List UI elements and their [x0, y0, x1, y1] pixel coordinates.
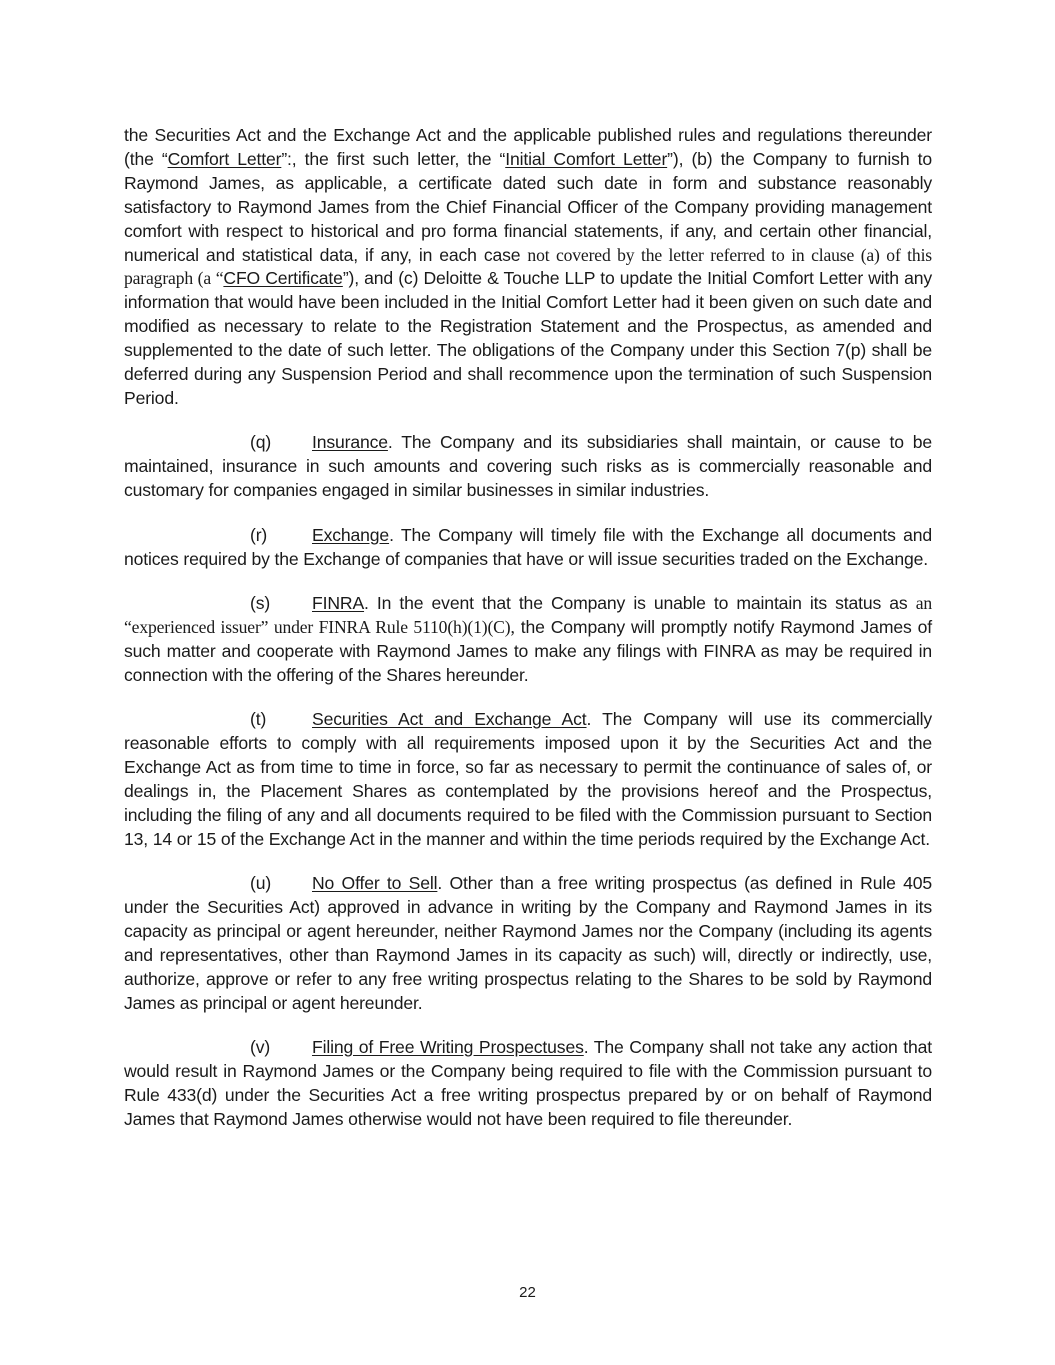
- page-number: 22: [519, 1284, 536, 1301]
- section-heading-no-offer-to-sell: No Offer to Sell: [312, 872, 438, 893]
- paragraph-q: (q) Insurance. The Company and its subsidiaries shall maintain, or cause to be maintained, insurance in such amounts and covering such risks as is commercially reasonable and customary for companies engaged in similar businesses in similar industries.: [124, 432, 932, 501]
- paragraph-v: (v) Filing of Free Writing Prospectuses. The Company shall not take any action that would result in Raymond James or the Company being required to file with the Commission pursuant to Rule 433(d) under the Securities Act a free writing prospectus prepared by or on behalf of Raymond James that Raymond James otherwise would not have been required to file thereunder.: [124, 1036, 933, 1129]
- term-initial-comfort-letter: Initial Comfort Letter: [505, 148, 668, 169]
- section-label-s: (s): [250, 592, 271, 613]
- term-comfort-letter: Comfort Letter: [167, 148, 282, 169]
- paragraph-t: (t) Securities Act and Exchange Act. The Company will use its commercially reasonable efforts to comply with all requirements imposed upon it by the Securities Act and the Exchange Act as from time to time in force, so far as necessary to permit the continuance of sales of, or dealings in, the Placement Shares as contemplated by the provisions hereof and the Prospectus, including the filing of any and all documents required to be filed with the Commission pursuant to Section 13, 14 or 15 of the Exchange Act in the manner and within the time periods required by the Exchange Act.: [124, 709, 932, 849]
- paragraph-r: (r) Exchange. The Company will timely file with the Exchange all documents and notices required by the Exchange of companies that have or will issue securities traded on the Exchange.: [124, 524, 932, 569]
- section-heading-finra: FINRA: [312, 592, 365, 613]
- term-cfo-certificate: CFO Certificate: [223, 268, 343, 289]
- document-page: [124, 124, 932, 1132]
- section-label-v: (v): [250, 1036, 271, 1057]
- section-heading-insurance: Insurance: [312, 432, 388, 453]
- paragraph-p-continuation: the Securities Act and the Exchange Act and the applicable published rules and regulations thereunder (the “Comfort Letter”:, the first such letter, the “Initial Comfort Letter”), (b) the Company to furnish to Raymond James, as applicable, a certificate dated such date in form and substance reasonably satisfactory to Raymond James from the Chief Financial Officer of the Company providing management comfort with respect to historical and pro forma financial statements, if any, and certain other financial, numerical and statistical data, if any, in each case not covered by the letter referred to in clause (a) of this paragraph (a “CFO Certificate”), and (c) Deloitte & Touche LLP to update the Initial Comfort Letter with any information that would have been included in the Initial Comfort Letter had it been given on such date and modified as necessary to relate to the Registration Statement and the Prospectus, as amended and supplemented to the date of such letter. The obligations of the Company under this Section 7(p) shall be deferred during any Suspension Period and shall recommence upon the termination of such Suspension Period.: [124, 125, 932, 408]
- section-heading-exchange: Exchange: [312, 524, 390, 545]
- paragraph-s: (s) FINRA. In the event that the Company is unable to maintain its status as an “experienced issuer” under FINRA Rule 5110(h)(1)(C), the Company will promptly notify Raymond James of such matter and cooperate with Raymond James to make any filings with FINRA as may be required in connection with the offering of the Shares hereunder.: [124, 592, 932, 685]
- section-heading-securities-act: Securities Act and Exchange Act: [312, 709, 587, 730]
- section-heading-free-writing-prospectuses: Filing of Free Writing Prospectuses: [312, 1036, 584, 1057]
- section-label-q: (q): [250, 432, 272, 453]
- section-label-t: (t): [250, 709, 267, 730]
- paragraph-u: (u) No Offer to Sell. Other than a free writing prospectus (as defined in Rule 405 under the Securities Act) approved in advance in writing by the Company and Raymond James in its capacity as principal or agent hereunder, neither Raymond James nor the Company (including its agents and representatives, other than Raymond James in its capacity as such) will, directly or indirectly, use, authorize, approve or refer to any free writing prospectus relating to the Shares to be sold by Raymond James as principal or agent hereunder.: [124, 872, 933, 1013]
- section-label-u: (u): [250, 872, 272, 893]
- section-label-r: (r): [250, 524, 268, 545]
